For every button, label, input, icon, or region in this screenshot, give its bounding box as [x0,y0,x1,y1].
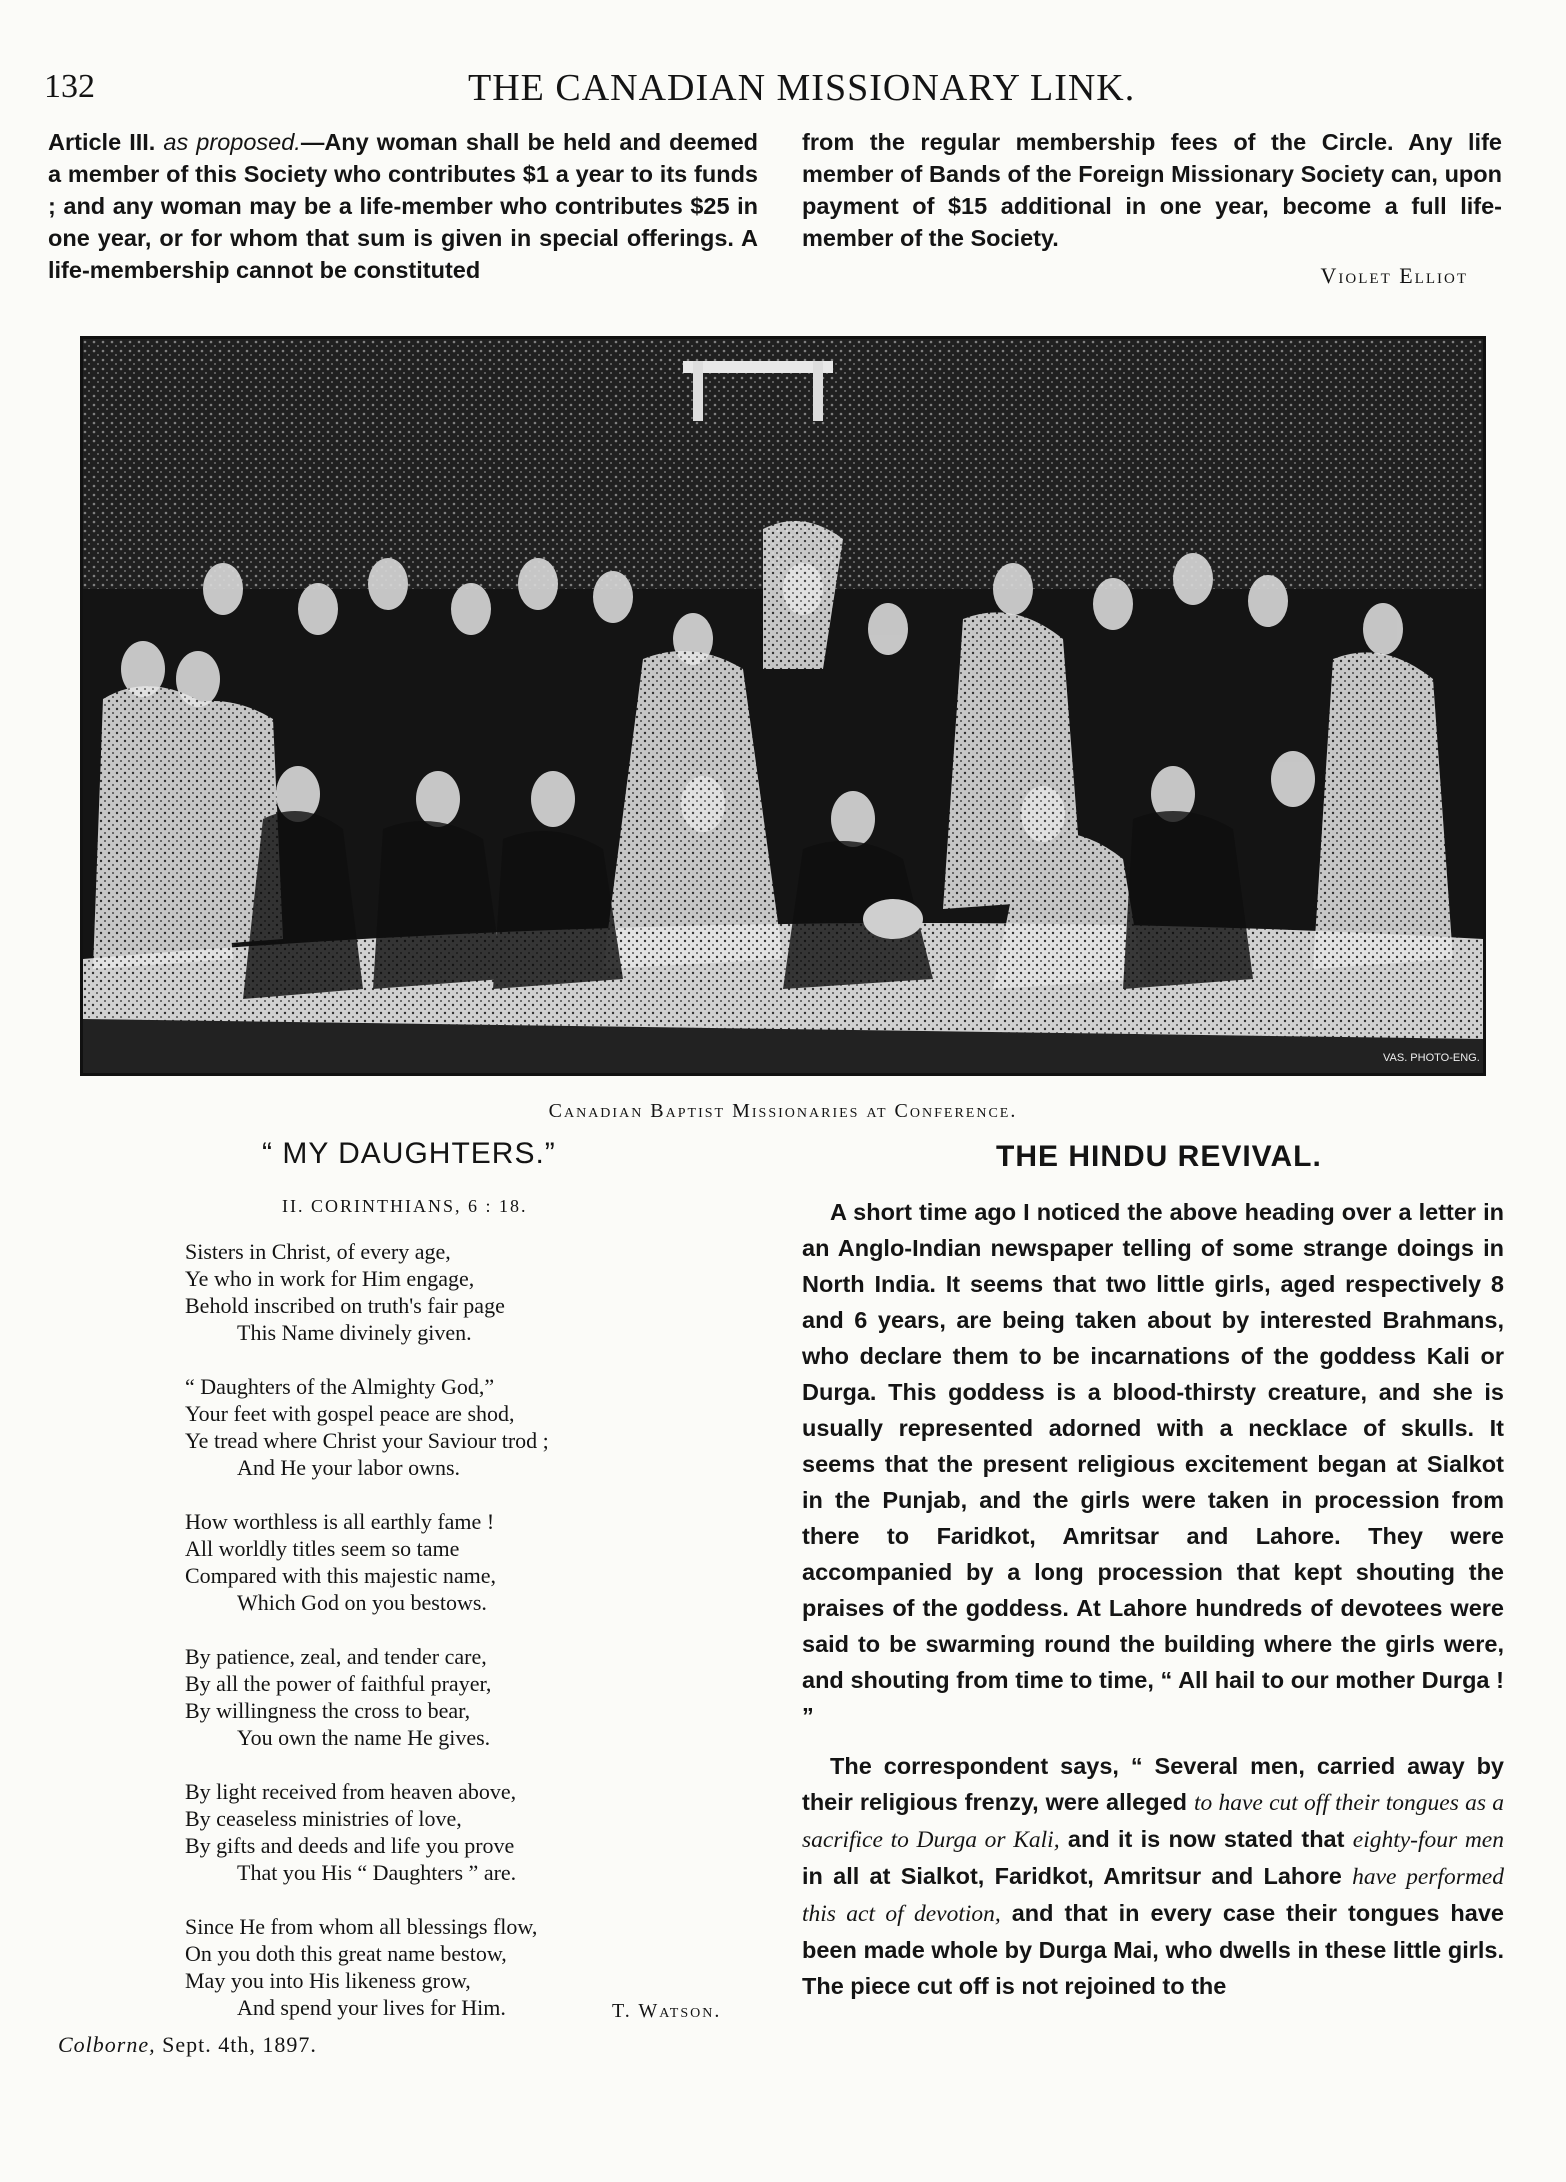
poem-line: Your feet with gospel peace are shod, [185,1401,515,1426]
article-iii-text-left: —Any woman shall be held and deemed a member of this Society who contributes $1 a year to its funds ; and any woman may be a life-member who contributes $25 in one year, or for whom that sum is given in special offerings. A life-membership cannot be constituted [48,129,758,283]
poem-reference: II. CORINTHIANS, 6 : 18. [282,1196,528,1216]
poem-line: Which God on you bestows. [237,1590,487,1615]
poem-line: By ceaseless ministries of love, [185,1806,462,1831]
photo-credit: VAS. PHOTO-ENG. [1383,1052,1480,1064]
photograph-image [83,339,1483,1073]
article-iii-left-column [48,126,758,286]
poem-line: May you into His likeness grow, [185,1968,471,1993]
poem-line: How worthless is all earthly fame ! [185,1509,495,1534]
dateline-place: Colborne, [58,2032,156,2057]
poem-line: By gifts and deeds and life you prove [185,1833,515,1858]
article-paragraph [802,1748,1504,2004]
article-iii-right-column [802,126,1502,294]
article-title: THE HINDU REVIVAL. [996,1140,1322,1173]
poem-line: “ Daughters of the Almighty God,” [185,1374,495,1399]
poem-title: “ MY DAUGHTERS.” [262,1137,556,1170]
article-emphasis: eighty-four men [1352,1827,1504,1853]
poem-signature: T. Watson. [612,2000,722,2022]
poem-line: Behold inscribed on truth's fair page [185,1293,505,1318]
article-emphasis: to have cut off their tongues as a sacrifice to Durga or Kali, [802,1790,1504,1853]
poem-stanza [185,1643,745,1751]
article-text: and it is now stated that [1059,1826,1353,1852]
poem-line: Sisters in Christ, of every age, [185,1239,451,1264]
poem-line: By all the power of faithful prayer, [185,1671,492,1696]
poem-line: This Name divinely given. [237,1320,472,1345]
group-photograph [80,336,1486,1076]
article-body [802,1194,1504,2018]
article-text: in all at Sialkot, Faridkot, Amritsur and Lahore [802,1863,1353,1889]
running-head [44,66,1494,116]
article-paragraph: A short time ago I noticed the above heading over a letter in an Anglo-Indian newspaper telling of some strange doings in North India. It seems that two little girls, aged respectively 8 and 6 years, are being taken about by interested Brahmans, who declare them to be incarnations of the goddess Kali or Durga. This goddess is a blood-thirsty creature, and she is usually represented adorned with a necklace of skulls. It seems that the present religious excitement began at Sialkot in the Punjab, and the girls were taken in procession from there to Faridkot, Amritsar and Lahore. They were accompanied by a long procession that kept shouting the praises of the goddess. At Lahore hundreds of devotees were said to be swarming round the building where the girls were, and shouting from time to time, “ All hail to our mother Durga ! ” [802,1199,1504,1729]
poem-line: By light received from heaven above, [185,1779,517,1804]
article-iii-label: Article III. [48,129,156,155]
poem-line: And spend your lives for Him. [237,1995,506,2020]
poem-line: On you doth this great name bestow, [185,1941,507,1966]
photo-caption: Canadian Baptist Missionaries at Conference. [548,1100,1018,1122]
article-iii-text-right: from the regular membership fees of the Circle. Any life member of Bands of the Foreign Missionary Society can, upon payment of $15 additional in one year, become a full life-member of the Society. [802,129,1502,251]
poem-stanza [185,1238,745,1346]
page-number: 132 [44,68,95,105]
poem-line: Since He from whom all blessings flow, [185,1914,538,1939]
poem-line: By willingness the cross to bear, [185,1698,471,1723]
poem-line: And He your labor owns. [237,1455,461,1480]
poem-line: By patience, zeal, and tender care, [185,1644,487,1669]
article-emphasis: have performed this act of devotion, [802,1864,1504,1927]
poem-stanza [185,1373,745,1481]
poem-line: Ye tread where Christ your Saviour trod ; [185,1428,549,1453]
dateline-date: Sept. 4th, 1897. [162,2032,317,2057]
poem-line: You own the name He gives. [237,1725,491,1750]
poem-line: Ye who in work for Him engage, [185,1266,475,1291]
poem-dateline [58,2032,317,2058]
poem-line: All worldly titles seem so tame [185,1536,460,1561]
poem-line: That you His “ Daughters ” are. [237,1860,517,1885]
signature-violet-elliot: Violet Elliot [1320,263,1468,288]
journal-title: THE CANADIAN MISSIONARY LINK. [468,67,1136,109]
poem-line: Compared with this majestic name, [185,1563,496,1588]
poem-body [185,1238,745,2048]
poem-stanza [185,1778,745,1886]
article-text: The correspondent says, “ Several men, carried away by their religious frenzy, were alleged [802,1753,1504,1815]
article-text: and that in every case their tongues have been made whole by Durga Mai, who dwells in these little girls. The piece cut off is not rejoined to the [802,1900,1504,1999]
poem-stanza [185,1508,745,1616]
article-iii-proposed: as proposed. [163,129,301,155]
